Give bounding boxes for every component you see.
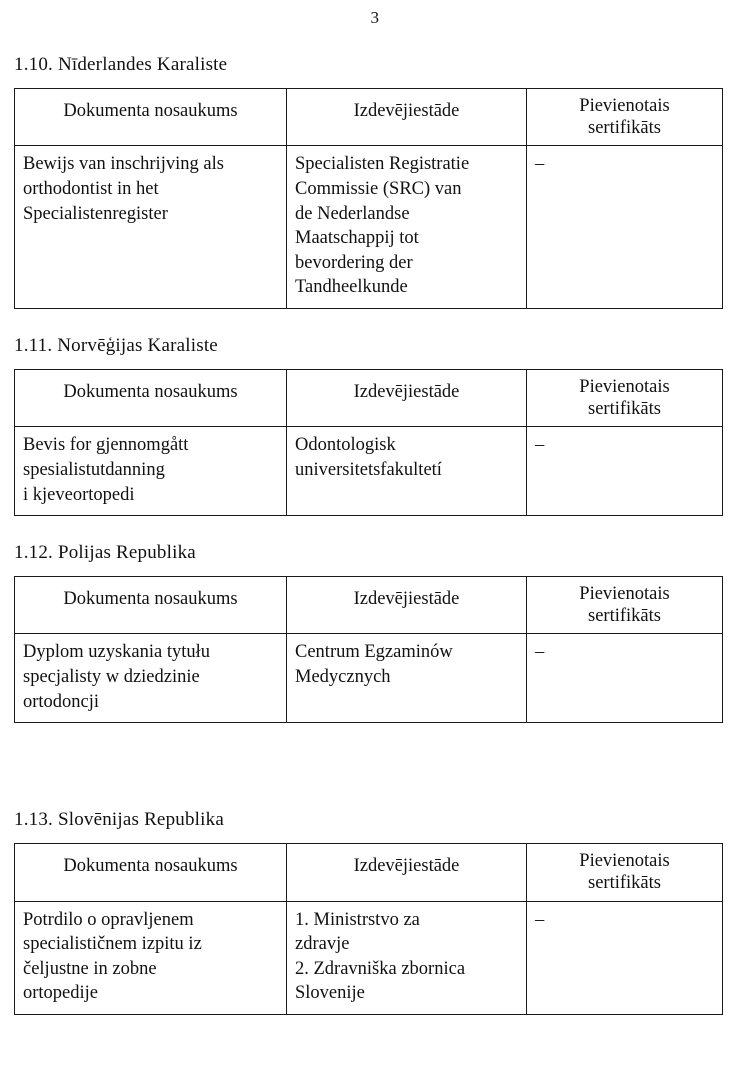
column-header-issuing-institution: Izdevējiestāde	[287, 577, 527, 634]
column-header-issuing-institution: Izdevējiestāde	[287, 369, 527, 426]
column-header-attached-certificate: Pievienotais sertifikāts	[527, 89, 723, 146]
cell-attached-certificate: –	[527, 146, 723, 309]
section-heading-1-11: 1.11. Norvēģijas Karaliste	[14, 334, 218, 356]
column-header-document-name: Dokumenta nosaukums	[15, 844, 287, 901]
cell-document-name: Bewijs van inschrijving als orthodontist in het Specialistenregister	[15, 146, 287, 309]
column-header-attached-certificate: Pievienotais sertifikāts	[527, 844, 723, 901]
table-row	[15, 427, 723, 516]
table-row	[15, 901, 723, 1014]
table-header-row	[15, 369, 723, 426]
column-header-issuing-institution: Izdevējiestāde	[287, 89, 527, 146]
column-header-document-name: Dokumenta nosaukums	[15, 577, 287, 634]
page-number: 3	[370, 8, 380, 27]
table-1-13	[14, 843, 723, 1015]
section-heading-1-10: 1.10. Nīderlandes Karaliste	[14, 54, 228, 75]
table-1-11	[14, 369, 723, 516]
table-row	[15, 146, 723, 309]
cell-attached-certificate: –	[527, 901, 723, 1014]
cell-issuing-institution: Specialisten Registratie Commissie (SRC) van de Nederlandse Maatschappij tot bevordering der Tandheelkunde	[287, 146, 527, 309]
table-header-row	[15, 577, 723, 634]
section-spacer	[14, 727, 736, 783]
cell-issuing-institution: 1. Ministrstvo za zdravje 2. Zdravniška zbornica Slovenije	[287, 901, 527, 1014]
cell-attached-certificate: –	[527, 634, 723, 723]
section-heading-1-13: 1.13. Slovēnijas Republika	[14, 809, 224, 831]
table-1-10	[14, 88, 723, 309]
column-header-document-name: Dokumenta nosaukums	[15, 89, 287, 146]
table-row	[15, 634, 723, 723]
column-header-attached-certificate: Pievienotais sertifikāts	[527, 577, 723, 634]
cell-issuing-institution: Odontologisk universitetsfakultetí	[287, 427, 527, 516]
column-header-document-name: Dokumenta nosaukums	[15, 369, 287, 426]
table-header-row	[15, 89, 723, 146]
section-heading-1-12: 1.12. Polijas Republika	[14, 542, 196, 564]
cell-attached-certificate: –	[527, 427, 723, 516]
cell-document-name: Potrdilo o opravljenem specialističnem izpitu iz čeljustne in zobne ortopedije	[15, 901, 287, 1014]
table-1-12	[14, 576, 723, 723]
cell-document-name: Bevis for gjennomgått spesialistutdanning i kjeveortopedi	[15, 427, 287, 516]
column-header-attached-certificate: Pievienotais sertifikāts	[527, 369, 723, 426]
cell-document-name: Dyplom uzyskania tytułu specjalisty w dziedzinie ortodoncji	[15, 634, 287, 723]
table-header-row	[15, 844, 723, 901]
column-header-issuing-institution: Izdevējiestāde	[287, 844, 527, 901]
cell-issuing-institution: Centrum Egzaminów Medycznych	[287, 634, 527, 723]
document-content	[0, 54, 750, 1015]
